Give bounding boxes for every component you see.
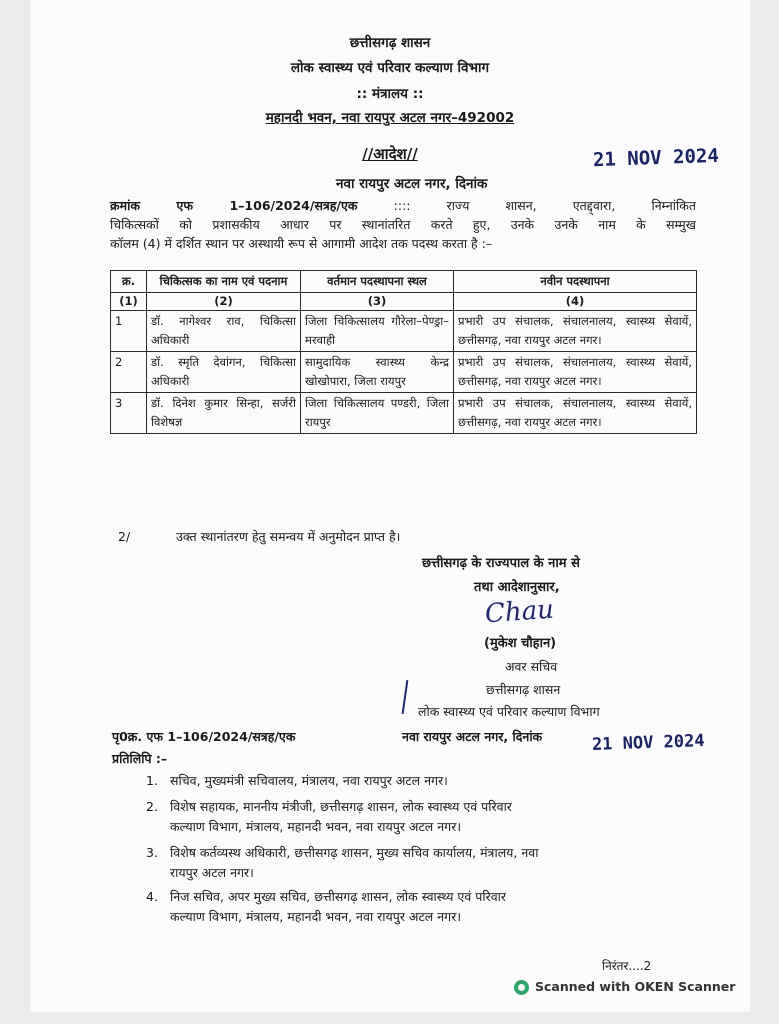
cell-sn: 1: [111, 311, 147, 352]
scanner-watermark: [514, 979, 735, 995]
cell-new-posting: प्रभारी उप संचालक, संचालनालय, स्वास्थ्य सेवायें, छत्तीसगढ़, नवा रायपुर अटल नगर।: [454, 311, 697, 352]
table-row: [111, 352, 697, 393]
signoff-line-2: तथा आदेशानुसार,: [474, 580, 560, 595]
col-number: (4): [454, 293, 697, 311]
copy-item-continued: कल्याण विभाग, मंत्रालय, महानदी भवन, नवा रायपुर अटल नगर।: [170, 909, 462, 924]
copy-item-number: 1.: [146, 773, 158, 788]
scanner-text: Scanned with OKEN Scanner: [535, 979, 736, 994]
signatory-dept: लोक स्वास्थ्य एवं परिवार कल्याण विभाग: [418, 704, 600, 719]
cell-current-posting: जिला चिकित्सालय पण्डरी, जिला रायपुर: [301, 393, 454, 434]
header-sn: क्र.: [111, 271, 147, 293]
copy-item-continued: रायपुर अटल नगर।: [170, 865, 254, 880]
cell-new-posting: प्रभारी उप संचालक, संचालनालय, स्वास्थ्य सेवायें, छत्तीसगढ़, नवा रायपुर अटल नगर।: [454, 393, 697, 434]
oken-logo-icon: [514, 980, 529, 995]
order-title: //आदेश//: [362, 145, 418, 163]
copy-item-continued: कल्याण विभाग, मंत्रालय, महानदी भवन, नवा रायपुर अटल नगर।: [170, 819, 462, 834]
header-new-posting: नवीन पदस्थापना: [454, 271, 697, 293]
para-2-number: 2/: [118, 529, 131, 544]
date-stamp: 21 NOV 2024: [592, 144, 720, 172]
copy-item: निज सचिव, अपर मुख्य सचिव, छत्तीसगढ़ शासन, लोक स्वास्थ्य एवं परिवार: [170, 889, 507, 904]
document-page: [30, 0, 750, 1012]
govt-name: छत्तीसगढ़ शासन: [349, 35, 431, 51]
continued-marker: निरंतर....2: [602, 959, 652, 973]
copy-item: सचिव, मुख्यमंत्री सचिवालय, मंत्रालय, नवा रायपुर अटल नगर।: [170, 773, 448, 788]
transfer-table: [110, 270, 697, 434]
col-number: (3): [301, 293, 454, 311]
copy-item: विशेष सहायक, माननीय मंत्रीजी, छत्तीसगढ़ शासन, लोक स्वास्थ्य एवं परिवार: [170, 799, 512, 814]
ministry-label: :: मंत्रालय ::: [356, 86, 424, 102]
header-doctor-name: चिकित्सक का नाम एवं पदनाम: [147, 271, 301, 293]
ink-mark: [402, 680, 409, 714]
cell-current-posting: सामुदायिक स्वास्थ्य केन्द्र खोखोपारा, जिला रायपुर: [301, 352, 454, 393]
signatory-govt: छत्तीसगढ़ शासन: [486, 682, 561, 697]
order-place-date: नवा रायपुर अटल नगर, दिनांक: [336, 176, 488, 192]
copy-item: विशेष कर्तव्यस्थ अधिकारी, छत्तीसगढ़ शासन, मुख्य सचिव कार्यालय, मंत्रालय, नवा: [170, 845, 539, 860]
table-header-row: [111, 271, 697, 293]
cell-current-posting: जिला चिकित्सालय गौरेला–पेण्ड्रा–मरवाही: [301, 311, 454, 352]
endorsement-date-stamp: 21 NOV 2024: [591, 731, 705, 755]
cell-new-posting: प्रभारी उप संचालक, संचालनालय, स्वास्थ्य सेवायें, छत्तीसगढ़, नवा रायपुर अटल नगर।: [454, 352, 697, 393]
signoff-line-1: छत्तीसगढ़ के राज्यपाल के नाम से: [422, 556, 580, 571]
office-address: महानदी भवन, नवा रायपुर अटल नगर–492002: [265, 110, 515, 126]
endorsement-place-date: नवा रायपुर अटल नगर, दिनांक: [402, 729, 543, 744]
cell-sn: 3: [111, 393, 147, 434]
order-line-2: चिकित्सकों को प्रशासकीय आधार पर स्थानांतरित करते हुए, उनके उनके नाम के सम्मुख: [110, 217, 696, 232]
cell-sn: 2: [111, 352, 147, 393]
header-current-posting: वर्तमान पदस्थापना स्थल: [301, 271, 454, 293]
table-row: [111, 393, 697, 434]
order-line-3: कॉलम (4) में दर्शित स्थान पर अस्थायी रूप से आगामी आदेश तक पदस्थ करता है :–: [110, 236, 493, 251]
copy-item-number: 3.: [146, 845, 158, 860]
department-name: लोक स्वास्थ्य एवं परिवार कल्याण विभाग: [290, 60, 490, 76]
cell-doctor-name: डॉ. दिनेश कुमार सिन्हा, सर्जरी विशेषज्ञ: [147, 393, 301, 434]
copy-to-label: प्रतिलिपि :–: [112, 751, 168, 766]
cell-doctor-name: डॉ. नागेश्वर राव, चिकित्सा अधिकारी: [147, 311, 301, 352]
para-2-text: उक्त स्थानांतरण हेतु समन्वय में अनुमोदन प्राप्त है।: [176, 529, 401, 544]
col-number: (2): [147, 293, 301, 311]
order-line-1: क्रमांक एफ 1–106/2024/सत्रह/एक :::: राज्य शासन, एतद्द्वारा, निम्नांकित: [110, 198, 696, 213]
cell-doctor-name: डॉ. स्मृति देवांगन, चिकित्सा अधिकारी: [147, 352, 301, 393]
signatory-name: (मुकेश चौहान): [484, 636, 557, 651]
table-column-number-row: [111, 293, 697, 311]
col-number: (1): [111, 293, 147, 311]
copy-item-number: 2.: [146, 799, 158, 814]
order-number: क्रमांक एफ 1–106/2024/सत्रह/एक: [110, 198, 358, 213]
copy-item-number: 4.: [146, 889, 158, 904]
order-paragraph: [110, 196, 696, 253]
signatory-designation: अवर सचिव: [505, 659, 558, 674]
table-row: [111, 311, 697, 352]
endorsement-ref: पृ0क्र. एफ 1–106/2024/सत्रह/एक: [112, 729, 296, 744]
signature: Chau: [484, 594, 555, 630]
